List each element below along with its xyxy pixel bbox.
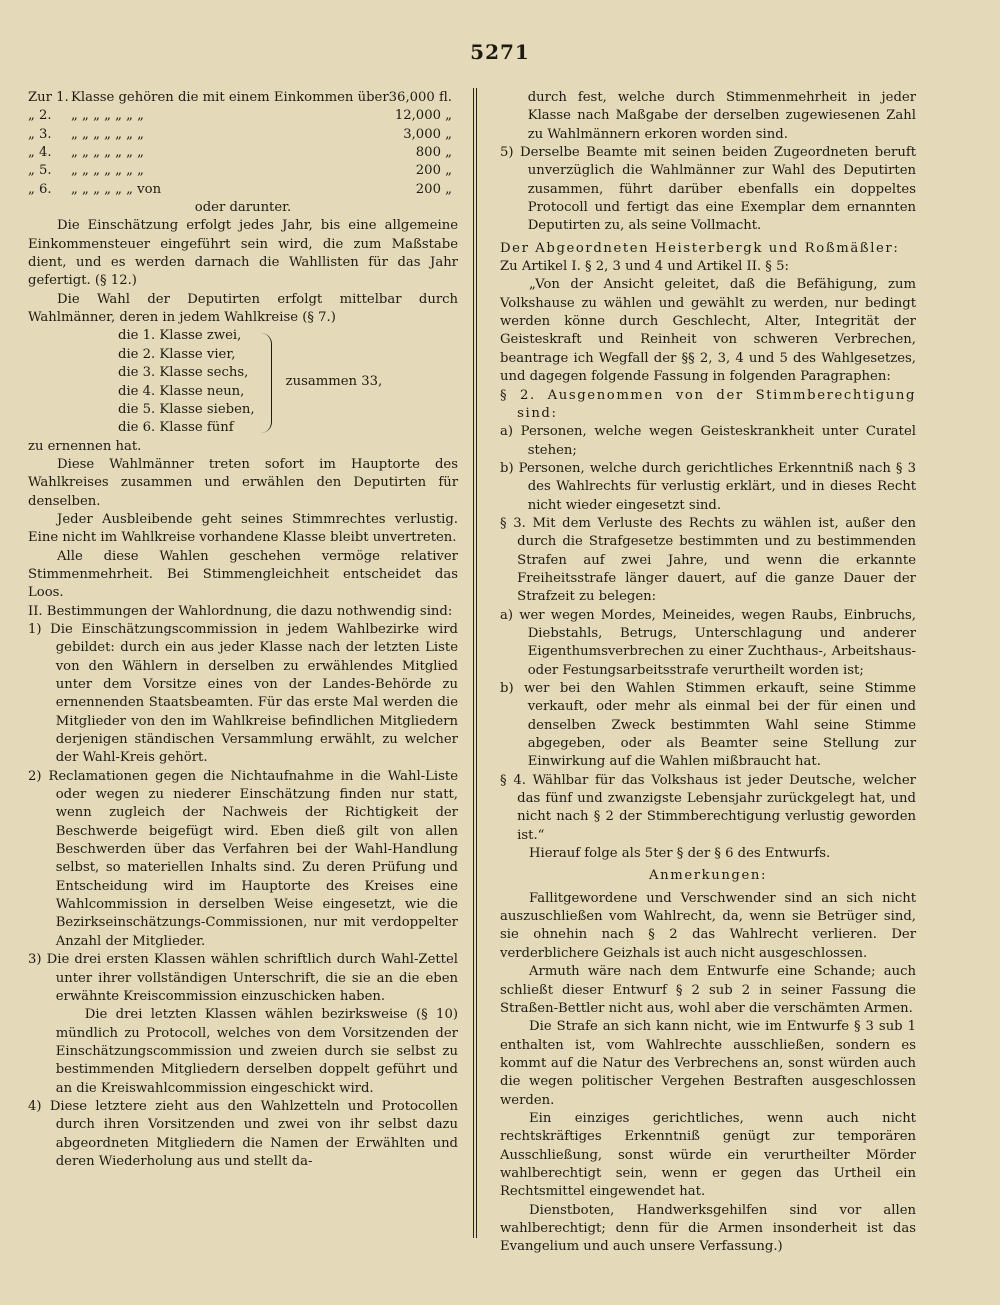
paragraph: „Von der Ansicht geleitet, daß die Befähigung, zum Volkshause zu wählen und gewählt zu werden, nur bedingt werden könne durch Geschlecht, Alter, Integrität der Geisteskraft und Reinheit von schweren Verbrechen, beantrage ich Wegfall der §§ 2, 3, 4 und 5 des Wahlgesetzes, und dagegen folgende Fassung in folgenden Paragraphen: <box>500 277 916 385</box>
paragraph: Die Wahl der Deputirten erfolgt mittelbar durch Wahlmänner, deren in jedem Wahlkreise (§ 7.) <box>28 291 458 326</box>
paragraph: Hierauf folge als 5ter § der § 6 des Entwurfs. <box>529 846 831 862</box>
section-paragraph: § 3. Mit dem Verluste des Rechts zu wählen ist, außer den durch die Strafgesetze bestimmten und zu bestimmenden Strafen auf zwei Jahre, und wenn die erkannte Freiheitsstrafe länger dauert, auf die ganze Dauer der Strafzeit zu belegen: <box>500 515 916 605</box>
section-paragraph: § 4. Wählbar für das Volkshaus ist jeder Deutsche, welcher das fünf und zwanzigste Lebensjahr zurückgelegt hat, und nicht nach § 2 der Stimmberechtigung verlustig geworden ist.“ <box>500 772 916 843</box>
class-number: „ 6. <box>28 181 52 197</box>
class-text: „ „ „ „ „ „ „ <box>71 163 145 179</box>
section-heading: II. Bestimmungen der Wahlordnung, die dazu nothwendig sind: <box>28 603 453 619</box>
table-row <box>28 144 458 162</box>
class-text: „ „ „ „ „ „ „ <box>71 126 145 142</box>
class-amount: 200 „ <box>415 163 452 179</box>
class-number: „ 4. <box>28 145 52 161</box>
note-paragraph: Fallitgewordene und Verschwender sind an sich nicht auszuschließen vom Wahlrecht, da, wenn sie Betrüger sind, sie ohnehin nach § 2 das Wahlrecht verlieren. Der verderblichere Geizhals ist auch nicht ausgeschlossen. <box>500 890 916 961</box>
list-item: die 1. Klasse zwei, <box>118 328 242 344</box>
paragraph: Diese Wahlmänner treten sofort im Hauptorte des Wahlkreises zusammen und erwählen den Deputirten für denselben. <box>28 456 458 509</box>
class-text: Klasse gehören die mit einem Einkommen über <box>71 90 389 105</box>
amendment-heading: Der Abgeordneten Heisterbergk und Roßmäßler: <box>500 240 900 256</box>
left-column <box>28 89 458 1171</box>
note-paragraph: Ein einziges gerichtliches, wenn auch nicht rechtskräftiges Erkenntniß genügt zur temporären Ausschließung, sonst würde ein verurtheilter Mörder wahlberechtigt sein, wenn er gegen das Urtheil ein Rechtsmittel eingewendet hat. <box>500 1110 916 1200</box>
class-text: „ „ „ „ „ „ „ <box>71 145 145 161</box>
class-amount: 800 „ <box>415 145 452 161</box>
paragraph: Die drei letzten Klassen wählen bezirksweise (§ 10) mündlich zu Protocoll, welches von dem Vorsitzenden der Einschätzungscommission und zweien durch sie selbst zu bestimmenden Mitgliedern derselben doppelt geführt und an die Kreiswahlcommission eingeschickt wird. <box>55 1007 458 1096</box>
list-item: die 6. Klasse fünf <box>118 420 234 436</box>
numbered-item: 5) Derselbe Beamte mit seinen beiden Zugeordneten beruft unverzüglich die Wahlmänner zur Wahl des Deputirten zusammen, führt darüber ebenfalls ein doppeltes Protocoll und fertigt das eine Exemplar dem ernannten Deputirten zu, als seine Vollmacht. <box>500 145 916 234</box>
paragraph: zu ernennen hat. <box>28 438 142 454</box>
paragraph: Die Einschätzung erfolgt jedes Jahr, bis eine allgemeine Einkommensteuer eingeführt sein wird, die zum Maßstabe dient, und es werden darnach die Wahllisten für das Jahr gefertigt. (§ 12.) <box>28 218 458 289</box>
column-divider <box>473 88 477 1238</box>
numbered-item: 2) Reclamationen gegen die Nichtaufnahme in die Wahl-Liste oder wegen zu niederer Einschätzung finden nur statt, wenn zugleich der Nachweis der Richtigkeit der Beschwerde beigefügt wird. Eben dieß gilt von allen Beschwerden über das Verfahren bei der Wahl-Handlung selbst, so materiellen Inhalts sind. Zu deren Prüfung und Entscheidung wird im Hauptorte des Kreises eine Wahlcommission in derselben Weise eingesetzt, wie die Bezirkseinschätzungs-Commissionen, nur mit verdoppelter Anzahl der Mitglieder. <box>28 768 458 949</box>
note-paragraph: Dienstboten, Handwerksgehilfen sind vor allen wahlberechtigt; denn für die Armen insonderheit ist das Evangelium und auch unsere Verfassung.) <box>500 1202 916 1255</box>
class-amount: 200 „ <box>415 181 452 197</box>
table-row <box>28 89 458 107</box>
income-class-table <box>28 89 458 199</box>
class-number: „ 2. <box>28 108 52 124</box>
list-item: die 3. Klasse sechs, <box>118 365 249 381</box>
class-number: „ 3. <box>28 126 52 142</box>
elector-allocation <box>118 327 458 437</box>
table-row <box>28 126 458 144</box>
class-number: „ 5. <box>28 163 52 179</box>
notes-heading: Anmerkungen: <box>649 868 767 884</box>
list-item: b) wer bei den Wahlen Stimmen erkauft, seine Stimme verkauft, oder mehr als einmal bei der für einen und denselben Zweck bestimmten Wahl seine Stimme abgegeben, oder als Beamter seine Stellung zur Einwirkung auf die Wahlen mißbraucht hat. <box>500 681 916 770</box>
class-text: „ „ „ „ „ „ „ <box>71 108 145 124</box>
numbered-item: 4) Diese letztere zieht aus den Wahlzetteln und Protocollen durch ihren Vorsitzenden und zwei von ihr selbst dazu abgeordneten Mitgliedern die Namen der Erwählten und deren Wiederholung aus und stellt da- <box>28 1098 458 1169</box>
note-paragraph: Armuth wäre nach dem Entwurfe eine Schande; auch schließt dieser Entwurf § 2 sub 2 in seiner Fassung die Straßen-Bettler nicht aus, wohl aber die verschämten Armen. <box>500 964 916 1016</box>
amendment-subheading: Zu Artikel I. § 2, 3 und 4 und Artikel II. § 5: <box>500 259 789 275</box>
paragraph: Alle diese Wahlen geschehen vermöge relativer Stimmenmehrheit. Bei Stimmengleichheit entscheidet das Loos. <box>28 548 458 601</box>
elector-list <box>118 327 255 437</box>
numbered-item: 3) Die drei ersten Klassen wählen schriftlich durch Wahl-Zettel unter ihrer vollständigen Unterschrift, die sie an die eben erwähnte Kreiscommission einzuschicken haben. <box>28 952 458 1004</box>
list-item: a) wer wegen Mordes, Meineides, wegen Raubs, Einbruchs, Diebstahls, Betrugs, Unterschlagung und anderer Eigenthumsverbrechen zu einer Zuchthaus-, Arbeitshaus- oder Festungsarbeitsstrafe verurtheilt worden ist; <box>500 607 916 678</box>
table-row <box>28 107 458 125</box>
numbered-item: 1) Die Einschätzungscommission in jedem Wahlbezirke wird gebildet: durch ein aus jeder Klasse nach der letzten Liste von den Wählern in derselben zu erwählendes Mitglied unter dem Vorsitze eines von der Landes-Behörde zu ernennenden Staatsbeamten. Für das erste Mal werden die Mitglieder von den im Wahlkreise befindlichen Mitgliedern derjenigen ständischen Versammlung erwählt, zu welcher der Wahl-Kreis gehört. <box>28 621 458 766</box>
paragraph: Jeder Ausbleibende geht seines Stimmrechtes verlustig. Eine nicht im Wahlkreise vorhandene Klasse bleibt unvertreten. <box>28 511 458 546</box>
list-item: die 2. Klasse vier, <box>118 346 236 362</box>
list-item: die 5. Klasse sieben, <box>118 401 255 417</box>
class-text: „ „ „ „ „ „ von <box>71 181 162 197</box>
list-item: a) Personen, welche wegen Geisteskrankheit unter Curatel stehen; <box>500 424 916 458</box>
section-heading: § 2. Ausgenommen von der Stimmberechtigung sind: <box>500 387 916 421</box>
right-column <box>500 89 916 1257</box>
curly-brace <box>261 333 272 433</box>
table-row <box>28 162 458 180</box>
class-number: Zur 1. <box>28 90 69 105</box>
income-table-tail: oder darunter. <box>194 200 292 216</box>
list-item: die 4. Klasse neun, <box>118 383 245 399</box>
elector-total: zusammen 33, <box>285 374 383 390</box>
class-amount: 36,000 fl. <box>388 90 452 105</box>
table-row <box>28 181 458 199</box>
page-number: 5271 <box>470 40 530 64</box>
note-paragraph: Die Strafe an sich kann nicht, wie im Entwurfe § 3 sub 1 enthalten ist, vom Wahlrechte ausschließen, sondern es kommt auf die Natur des Verbrechens an, sonst würden auch die wegen politischer Vergehen Bestraften ausgeschlossen werden. <box>500 1019 916 1108</box>
class-amount: 3,000 „ <box>403 126 452 142</box>
paragraph: durch fest, welche durch Stimmenmehrheit in jeder Klasse nach Maßgabe der derselben zugewiesenen Zahl zu Wahlmännern erkoren worden sind. <box>527 90 916 142</box>
class-amount: 12,000 „ <box>394 108 452 124</box>
list-item: b) Personen, welche durch gerichtliches Erkenntniß nach § 3 des Wahlrechts für verlustig erklärt, und in dieses Recht nicht wieder eingesetzt sind. <box>500 460 916 513</box>
